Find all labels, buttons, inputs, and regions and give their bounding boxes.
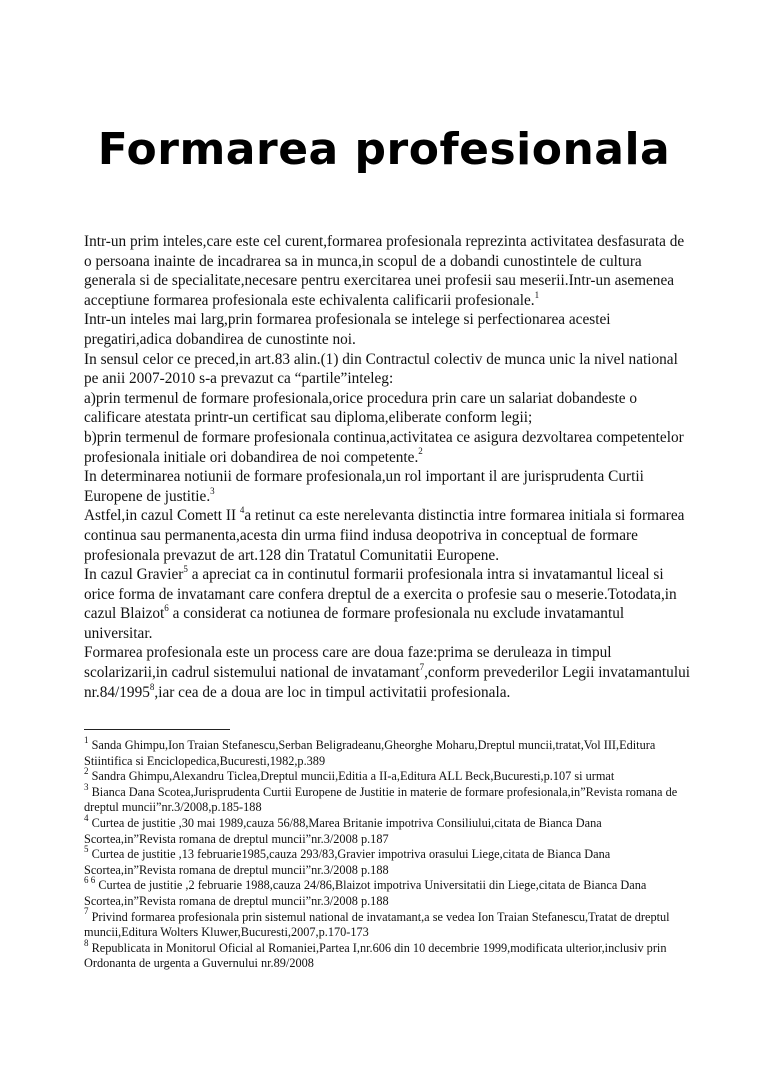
footnote-ref[interactable]: 6: [164, 603, 169, 614]
footnote-mark: 8: [84, 937, 89, 948]
footnote-ref[interactable]: 3: [210, 485, 215, 496]
footnote-separator: [84, 729, 230, 730]
footnote-text: Curtea de justitie ,30 mai 1989,cauza 56/88,Marea Britanie impotriva Consiliului,citata de Bianca Dana Scortea,in”Revista romana de dreptul muncii”nr.3/2008 p.187: [84, 815, 602, 846]
footnote-mark: 3: [84, 781, 89, 792]
paragraph-3: In sensul celor ce preced,in art.83 alin.(1) din Contractul colectiv de munca unic la nivel national pe anii 2007-2010 s-a prevazut ca “partile”inteleg:: [84, 350, 678, 388]
footnote-mark: 1: [84, 734, 89, 745]
footnote-ref[interactable]: 5: [183, 564, 188, 574]
paragraph-text: ,iar cea de a doua are loc in timpul activitatii profesionala.: [154, 683, 511, 701]
footnote-mark: 4: [84, 812, 89, 823]
paragraph-6: [84, 467, 690, 506]
footnote-1: [84, 734, 690, 769]
footnote-text: Curtea de justitie ,13 februarie1985,cauza 293/83,Gravier impotriva orasului Liege,citata de Bianca Dana Scortea,in”Revista romana de dreptul muncii”nr.3/2008 p.188: [84, 847, 611, 877]
paragraph-9: [84, 643, 690, 702]
paragraph-8: [84, 565, 690, 643]
paragraph-2: Intr-un inteles mai larg,prin formarea profesionala se intelege si perfectionarea acestei pregatiri,adica dobandirea de cunostinte noi.: [84, 311, 611, 348]
paragraph-text: In cazul Gravier: [84, 566, 184, 584]
footnote-text: Sandra Ghimpu,Alexandru Ticlea,Dreptul muncii,Editia a II-a,Editura ALL Beck,Bucuresti,p.107 si urmat: [88, 769, 615, 784]
paragraph-text: b)prin termenul de formare profesionala continua,activitatea ce asigura dezvoltarea competentelor profesionala initiale ori dobandirea de noi competente.: [84, 428, 684, 466]
footnote-mark: 6 6: [84, 875, 96, 886]
footnote-mark: 5: [84, 844, 89, 855]
footnote-ref[interactable]: 1: [534, 289, 540, 300]
footnote-7: [84, 906, 690, 941]
paragraph-text: Formarea profesionala este un process care are doua faze:prima se deruleaza in timpul scolarizarii,in cadrul sistemului national de invatamant: [84, 644, 612, 682]
footnote-ref[interactable]: 2: [418, 446, 423, 457]
paragraph-text: In determinarea notiunii de formare profesionala,un rol important il are jurisprudenta Curtii Europene de justitie.: [84, 468, 644, 505]
footnotes: [84, 734, 690, 972]
footnote-6: [84, 875, 690, 909]
paragraph-1: [84, 232, 690, 310]
footnote-5: [84, 844, 690, 878]
footnote-3: [84, 781, 690, 816]
footnote-text: Privind formarea profesionala prin sistemul national de invatamant,a se vedea Ion Traian Stefanescu,Tratat de dreptul muncii,Editura Wolters Kluwer,Bucuresti,2007,p.170-173: [84, 909, 670, 940]
footnote-8: [84, 937, 690, 972]
footnote-text: Curtea de justitie ,2 februarie 1988,cauza 24/86,Blaizot impotriva Universitatii din Liege,citata de Bianca Dana Scortea,in”Revista romana de dreptul muncii”nr.3/2008 p.188: [84, 878, 647, 908]
footnote-text: Republicata in Monitorul Oficial al Romaniei,Partea I,nr.606 din 10 decembrie 1999,modificata ulterior,inclusiv prin Ordonanta de urgenta a Guvernului nr.89/2008: [84, 940, 667, 971]
footnote-ref[interactable]: 8: [149, 681, 155, 692]
paragraph-text: ,conform prevederilor Legii invatamantului nr.84/1995: [84, 664, 690, 701]
footnote-mark: 7: [84, 906, 89, 917]
footnote-4: [84, 812, 690, 847]
footnote-mark: 2: [84, 766, 89, 777]
paragraph-text: Astfel,in cazul Comett II: [84, 507, 240, 525]
paragraph-4: a)prin termenul de formare profesionala,orice procedura prin care un salariat dobandeste o calificare atestata printr-un certificat sau diploma,eliberate conform legii;: [84, 389, 637, 427]
footnote-ref[interactable]: 4: [239, 505, 245, 516]
footnote-text: Sanda Ghimpu,Ion Traian Stefanescu,Serban Beligradeanu,Gheorghe Moharu,Dreptul muncii,tratat,Vol III,Editura Stiintifica si Enciclopedica,Bucuresti,1982,p.389: [84, 738, 656, 768]
body-text: [84, 232, 690, 702]
footnote-ref[interactable]: 7: [419, 661, 425, 672]
paragraph-text: a considerat ca notiunea de formare profesionala nu exclude invatamantul universitar.: [84, 605, 625, 642]
paragraph-7: [84, 506, 690, 565]
paragraph-text: a retinut ca este nerelevanta distinctia intre formarea initiala si formarea continua sau permanenta,acesta din urma fiind indusa deopotriva in conceptual de formare profesionala prevazut de art.128 din Tratatul Comunitatii Europene.: [84, 507, 685, 564]
paragraph-text: Intr-un prim inteles,care este cel curent,formarea profesionala reprezinta activitatea desfasurata de o persoana inainte de incadrarea sa in munca,in scopul de a dobandi cunostintele de cultura generala si de specialitate,necesare pentru exercitarea unei profesii sau meserii.Intr-un asemenea acceptiune formarea profesionala este echivalenta calificarii profesionale.: [84, 233, 685, 309]
footnote-text: Bianca Dana Scotea,Jurisprudenta Curtii Europene de Justitie in materie de formare profesionala,in”Revista romana de dreptul muncii”nr.3/2008,p.185-188: [84, 784, 678, 815]
page-title: Formarea profesionala: [97, 124, 671, 175]
footnote-2: [84, 766, 690, 785]
paragraph-5: [84, 428, 690, 467]
paragraph-text: a apreciat ca in continutul formarii profesionala intra si invatamantul liceal si orice forma de invatamant care confera dreptul de a exercita o profesie sau o meserie.Totodata,in cazul Blaizot: [84, 566, 677, 623]
